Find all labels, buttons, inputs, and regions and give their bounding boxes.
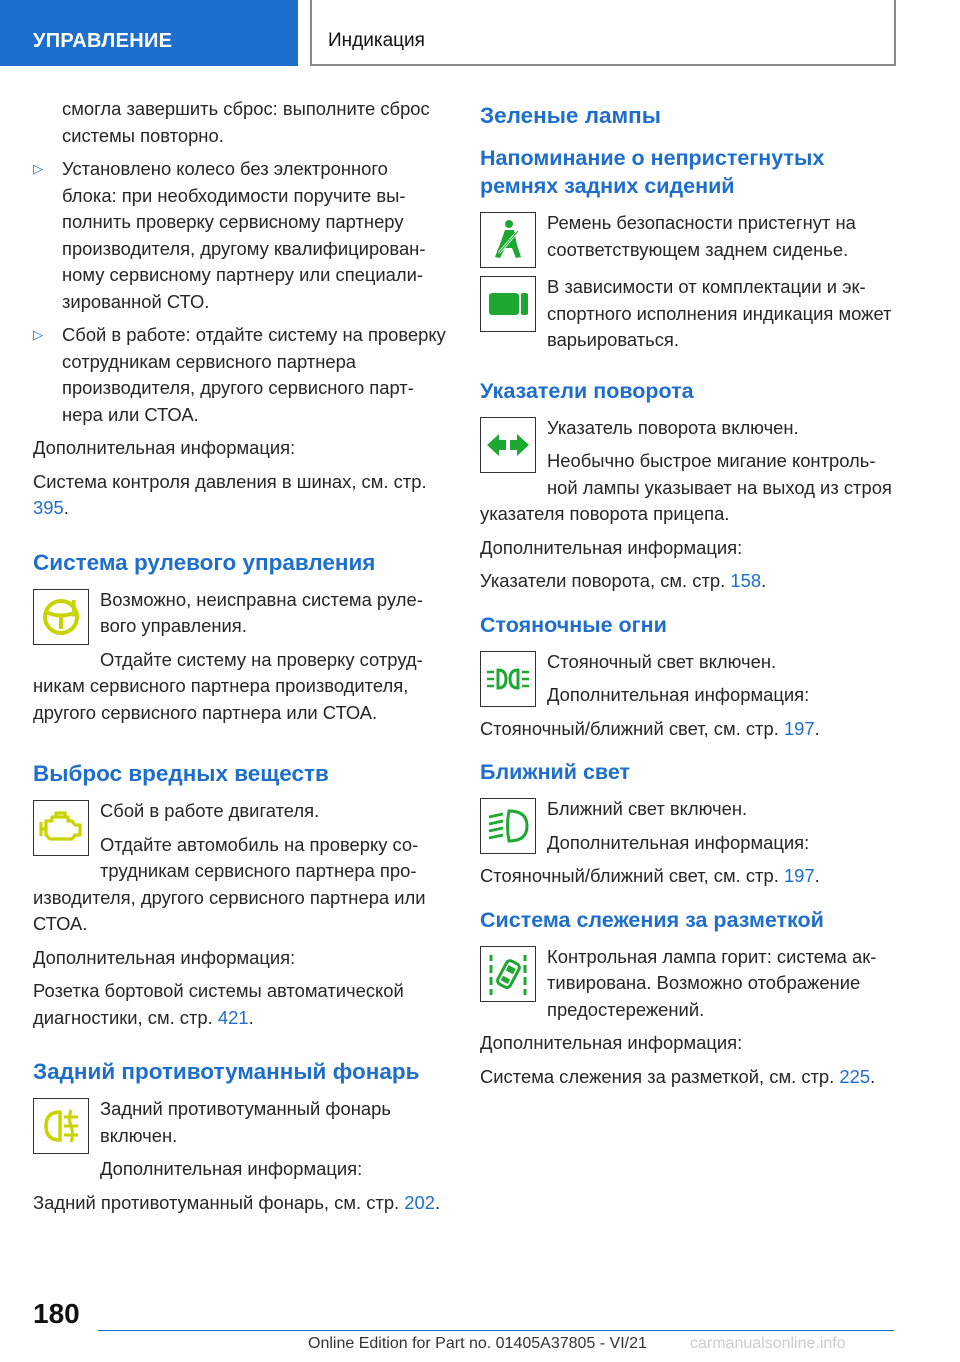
indicator-description: В зависимости от комплектации и экспортного исполнения индикация может варьироваться. xyxy=(547,276,892,350)
cross-reference: Стояночный/ближний свет, см. стр. 197. xyxy=(480,717,820,739)
indicator-description: Сбой в работе двигателя. xyxy=(100,800,320,821)
indicator-block xyxy=(480,210,894,274)
indicator-action: Необычно быстрое мигание контрольной лампы указывает на выход из строя указателя поворота прицепа. xyxy=(480,450,892,524)
indicator-description: Ремень безопасности пристегнут на соответствующем заднем сиденье. xyxy=(547,212,856,260)
reference-text: Указатели поворота, см. стр. xyxy=(480,570,726,591)
chapter-title: Индикация xyxy=(328,30,425,51)
page-link[interactable]: 197 xyxy=(783,717,815,739)
chapter-header xyxy=(310,0,896,66)
bullet-triangle-icon: ▷ xyxy=(33,327,43,342)
subsection-heading: Напоминание о непристегнутых ремнях задних сидений xyxy=(480,146,825,198)
cross-reference: Указатели поворота, см. стр. 158. xyxy=(480,570,767,591)
low-beam-icon xyxy=(480,798,536,854)
cross-reference: Розетка бортовой системы автоматической диагностики, см. стр. 421. xyxy=(33,980,404,1028)
page-link[interactable]: 395 xyxy=(33,497,64,518)
list-continuation: смогла завершить сброс: выполните сброс системы повторно. xyxy=(62,98,430,146)
cross-reference: Стояночный/ближний свет, см. стр. 197. xyxy=(480,865,820,886)
indicator-block xyxy=(33,587,447,734)
lane-departure-icon xyxy=(480,946,536,1002)
section-heading: Система рулевого управления xyxy=(33,549,376,575)
indicator-block xyxy=(480,649,894,716)
section-heading: Выброс вредных веществ xyxy=(33,761,329,786)
subsection-heading: Система слежения за разметкой xyxy=(480,907,824,932)
info-label: Дополнительная информация: xyxy=(547,684,810,705)
left-column xyxy=(33,96,447,1223)
footer-divider xyxy=(98,1330,894,1331)
engine-check-icon xyxy=(33,800,89,856)
list-item-text: Сбой в работе: отдайте систему на проверку сотрудникам сервисного партнера производителя, другого сервисного партнера или СТОА. xyxy=(62,324,446,425)
info-label: Дополнительная информация: xyxy=(547,831,810,853)
list-item-text: Установлено колесо без электронного блока: при необходимости поручите выполнить проверку сервисному партнеру производителя, другому квалифицированному сервисному партнеру или специализированной СТО. xyxy=(62,158,426,312)
cross-reference: Задний противотуманный фонарь, см. стр. 202. xyxy=(33,1191,441,1213)
rear-seatbelt-icon xyxy=(480,212,536,268)
info-label: Дополнительная информация: xyxy=(33,437,296,458)
indicator-block xyxy=(480,274,894,361)
indicator-description: Задний противотуманный фонарь включен. xyxy=(100,1098,391,1146)
indicator-description: Возможно, неисправна система рулевого управления. xyxy=(100,588,423,636)
section-heading: Задний противотуманный фонарь xyxy=(33,1059,420,1084)
watermark: carmanualsonline.info xyxy=(690,1335,846,1352)
list-item xyxy=(33,156,447,315)
parking-light-icon xyxy=(480,651,536,707)
edition-text: Online Edition for Part no. 01405A37805 - VI/21 xyxy=(308,1335,647,1352)
info-label: Дополнительная информация: xyxy=(480,536,743,558)
list-item xyxy=(33,322,447,428)
section-heading: Зеленые лампы xyxy=(480,103,661,128)
bullet-triangle-icon: ▷ xyxy=(33,161,43,176)
indicator-block xyxy=(480,796,894,863)
turn-signal-icon xyxy=(480,417,536,473)
steering-warning-icon xyxy=(33,589,89,645)
subsection-heading: Стояночные огни xyxy=(480,612,667,637)
right-column xyxy=(480,96,894,1097)
cross-reference: Система слежения за разметкой, см. стр. 225. xyxy=(480,1065,876,1087)
reference-text: Задний противотуманный фонарь, см. стр. xyxy=(33,1191,400,1213)
reference-text: Стояночный/ближний свет, см. стр. xyxy=(480,717,779,739)
indicator-block xyxy=(480,415,894,535)
indicator-description: Указатель поворота включен. xyxy=(547,416,799,438)
subsection-heading: Указатели поворота xyxy=(480,378,694,403)
reference-text: Система слежения за разметкой, см. стр. xyxy=(480,1065,835,1087)
reference-text: Стояночный/ближний свет, см. стр. xyxy=(480,865,779,886)
page-link[interactable]: 158 xyxy=(730,570,762,591)
indicator-block xyxy=(33,798,447,945)
cross-reference: Система контроля давления в шинах, см. стр. 395. xyxy=(33,470,427,518)
info-label: Дополнительная информация: xyxy=(33,946,296,968)
indicator-action: Отдайте автомобиль на проверку сотрудникам сервисного партнера производителя, другого сервисного партнера или СТОА. xyxy=(33,833,426,934)
section-title: УПРАВЛЕНИЕ xyxy=(33,30,173,52)
page-link[interactable]: 225 xyxy=(839,1065,871,1087)
page-link[interactable]: 202 xyxy=(404,1191,435,1213)
rear-seatbelt-variant-icon xyxy=(480,276,536,332)
indicator-description: Стояночный свет включен. xyxy=(547,650,777,672)
page-number: 180 xyxy=(33,1298,80,1329)
indicator-description: Контрольная лампа горит: система активирована. Возможно отображение предостережений. xyxy=(547,945,877,1020)
indicator-block xyxy=(480,944,894,1031)
info-label: Дополнительная информация: xyxy=(480,1032,743,1053)
section-header xyxy=(0,0,298,66)
reference-text: Розетка бортовой системы автоматической диагностики, см. стр. xyxy=(33,980,404,1028)
indicator-block xyxy=(33,1096,447,1190)
rear-fog-light-icon xyxy=(33,1098,89,1154)
indicator-description: Ближний свет включен. xyxy=(547,798,748,819)
reference-text: Система контроля давления в шинах, см. стр. xyxy=(33,470,427,492)
page-link[interactable]: 197 xyxy=(783,865,815,886)
indicator-action: Отдайте систему на проверку сотрудникам сервисного партнера производителя, другого сервисного партнера или СТОА. xyxy=(33,648,423,723)
info-label: Дополнительная информация: xyxy=(100,1158,363,1179)
page-link[interactable]: 421 xyxy=(217,1006,249,1028)
subsection-heading: Ближний свет xyxy=(480,760,631,784)
